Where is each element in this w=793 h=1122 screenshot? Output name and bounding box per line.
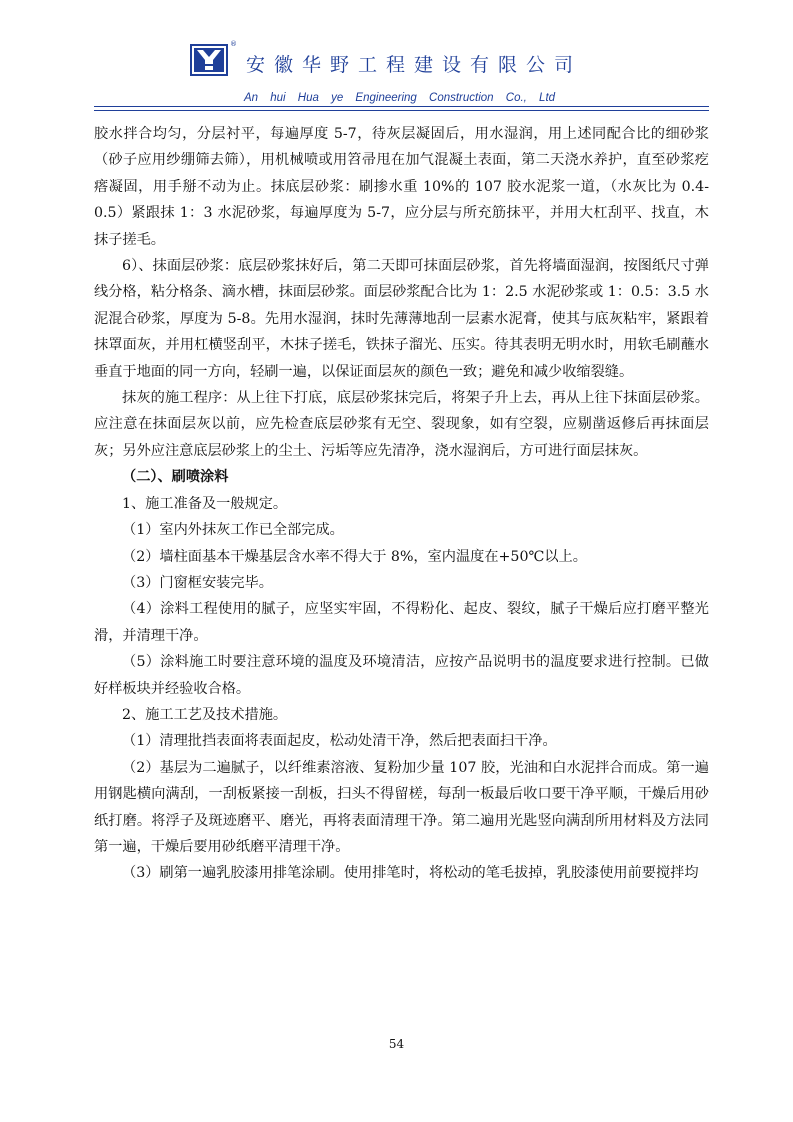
paragraph: （2）墙柱面基本干燥基层含水率不得大于 8%，室内温度在+50℃以上。 <box>122 548 587 565</box>
paragraph: （3）门窗框安装完毕。 <box>122 574 273 591</box>
header-rule-thick <box>94 106 709 107</box>
paragraph: 抹灰的施工程序：从上往下打底，底层砂浆抹完后，将架子升上去，再从上往下抹面层砂浆。应注意在抹面层灰以前，应先检查底层砂浆有无空、裂现象，如有空裂，应剔凿返修后再抹面层灰；另外应注意底层砂浆上的尘土、污垢等应先清净，浇水湿润后，方可进行面层抹灰。 <box>94 390 709 459</box>
paragraph: （2）基层为二遍腻子，以纤维素溶液、复粉加少量 107 胶，光油和白水泥拌合而成。第一遍用钢匙横向满刮，一刮板紧接一刮板，扫头不得留槎，每刮一板最后收口要干净平顺，干燥后用砂纸打磨。将浮子及斑迹磨平、磨光，再将表面清理干净。第二遍用光匙竖向满刮所用材料及方法同第一遍，干燥后要用砂纸磨平清理干净。 <box>94 759 709 855</box>
page-number: 54 <box>388 1037 405 1051</box>
header-rule-thin <box>94 110 709 111</box>
section-heading: （二）、刷喷涂料 <box>122 469 229 486</box>
paragraph: 6）、抹面层砂浆：底层砂浆抹好后，第二天即可抹面层砂浆，首先将墙面湿润，按图纸尺寸弹线分格，粘分格条、滴水槽，抹面层砂浆。面层砂浆配合比为 1：2.5 水泥砂浆或 1：0.5：3.5 水泥混合砂浆，厚度为 5-8。先用水湿润，抹时先薄薄地刮一层素水泥膏，使其与底灰粘牢，紧跟着抹罩面灰，并用杠横竖刮平，木抹子搓毛，铁抹子溜光、压实。待其表明无明水时，用软毛刷蘸水垂直于地面的同一方向，轻刷一遍，以保证面层灰的颜色一致；避免和减少收缩裂缝。 <box>94 258 709 380</box>
company-logo-icon <box>190 44 228 76</box>
registered-mark: ® <box>230 40 237 48</box>
paragraph: （3）刷第一遍乳胶漆用排笔涂刷。使用排笔时，将松动的笔毛拔掉，乳胶漆使用前要搅拌均 <box>122 865 699 882</box>
paragraph: 1、施工准备及一般规定。 <box>122 495 288 512</box>
paragraph: （1）清理批挡表面将表面起皮，松动处清干净，然后把表面扫干净。 <box>122 733 557 750</box>
company-name-cn: 安徽华野工程建设有限公司 <box>246 54 583 76</box>
paragraph: 2、施工工艺及技术措施。 <box>122 706 288 723</box>
page-header <box>94 36 709 114</box>
paragraph: （4）涂料工程使用的腻子，应坚实牢固，不得粉化、起皮、裂纹，腻子干燥后应打磨平整光滑，并清理干净。 <box>94 601 709 644</box>
paragraph: （5）涂料施工时要注意环境的温度及环境清洁，应按产品说明书的温度要求进行控制。已做好样板块并经验收合格。 <box>94 654 709 697</box>
paragraph: 胶水拌合均匀，分层衬平，每遍厚度 5-7，待灰层凝固后，用水湿润，用上述同配合比的细砂浆（砂子应用纱绷筛去筛），用机械喷或用笤帚甩在加气混凝土表面，第二天浇水养护，直至砂浆疙瘩凝固，用手掰不动为止。抹底层砂浆：刷掺水重 10%的 107 胶水泥浆一道，（水灰比为 0.4-0.5）紧跟抹 1：3 水泥砂浆，每遍厚度为 5-7，应分层与所充筋抹平，并用大杠刮平、找直，木抹子搓毛。 <box>94 126 709 248</box>
company-name-en: An hui Hua ye Engineering Construction Co., Ltd <box>244 92 556 104</box>
document-body <box>94 121 709 887</box>
paragraph: （1）室内外抹灰工作已全部完成。 <box>122 522 344 539</box>
